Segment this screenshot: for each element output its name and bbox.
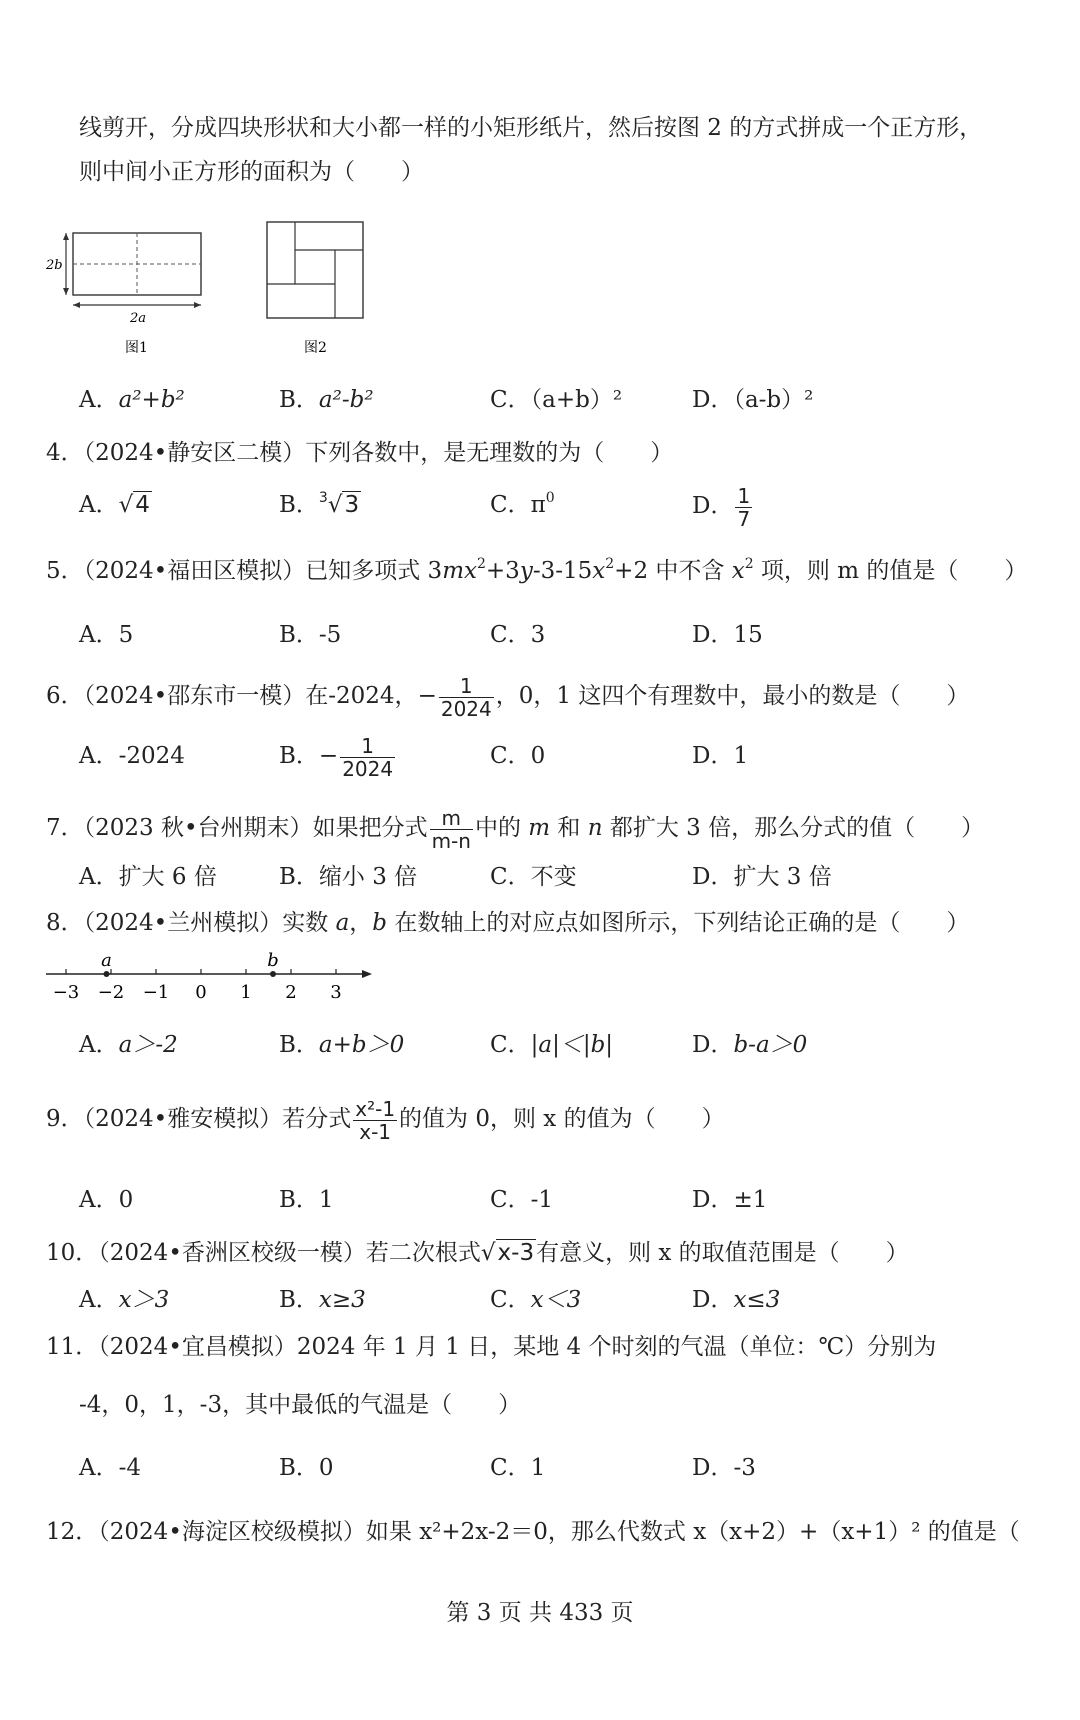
- q11-stem: 11．（2024•宜昌模拟）2024 年 1 月 1 日，某地 4 个时刻的气温（单位：℃）分别为: [46, 1334, 937, 1360]
- q9-stem: 9．（2024•雅安模拟）若分式 $\frac{\text{x²-1}}{x-1}$ 的值为 0，则 x 的值为（ ）: [46, 1096, 725, 1144]
- q5-option-a[interactable]: A．5: [79, 622, 134, 648]
- q8-option-a[interactable]: A．a＞-2: [79, 1032, 178, 1058]
- q3-figure-2: [262, 220, 372, 355]
- q7-option-d[interactable]: D．扩大 3 倍: [692, 864, 832, 890]
- q5-option-d[interactable]: D．15: [692, 622, 763, 648]
- q10-option-a[interactable]: A．x＞3: [79, 1287, 170, 1313]
- number-line-point-a: [104, 971, 110, 977]
- q4-stem: 4．（2024•静安区二模）下列各数中，是无理数的为（ ）: [46, 440, 674, 466]
- number-line-tick-label: 0: [195, 982, 207, 1003]
- q4-option-c[interactable]: C．$\pi^0$: [490, 490, 555, 518]
- q3-option-b[interactable]: B．a²-b²: [279, 387, 374, 413]
- q8-option-d[interactable]: D．b-a＞0: [692, 1032, 808, 1058]
- number-line-point-b-label: b: [267, 950, 279, 971]
- q6-option-c[interactable]: C．0: [490, 743, 546, 769]
- q4-option-b[interactable]: B．$^3$√3: [279, 490, 360, 518]
- number-line-tick-label: 2: [285, 982, 297, 1003]
- q10-option-b[interactable]: B．x≥3: [279, 1287, 366, 1313]
- number-line-tick-label: −2: [97, 982, 125, 1003]
- q9-option-d[interactable]: D．±1: [692, 1187, 768, 1213]
- q7-option-c[interactable]: C．不变: [490, 864, 577, 890]
- number-line-point-b: [270, 971, 276, 977]
- q9-option-c[interactable]: C．-1: [490, 1187, 554, 1213]
- q9-option-b[interactable]: B．1: [279, 1187, 334, 1213]
- q3-option-d[interactable]: D．（a-b）²: [692, 387, 814, 413]
- q9-option-a[interactable]: A．0: [79, 1187, 134, 1213]
- q11-option-c[interactable]: C．1: [490, 1455, 546, 1481]
- number-line-tick-label: −3: [52, 982, 80, 1003]
- q12-stem: 12．（2024•海淀区校级模拟）如果 x²+2x-2＝0，那么代数式 x（x+2）+（x+1）² 的值是（: [46, 1519, 1020, 1545]
- q8-number-line: [46, 952, 386, 1012]
- number-line-point-a-label: a: [101, 950, 112, 971]
- q7-option-a[interactable]: A．扩大 6 倍: [79, 864, 217, 890]
- q11-option-d[interactable]: D．-3: [692, 1455, 756, 1481]
- number-line-arrow: [362, 970, 372, 978]
- fig2-caption: 图2: [304, 340, 327, 356]
- q3-option-a[interactable]: A．a²+b²: [79, 387, 185, 413]
- q3-option-c[interactable]: C．（a+b）²: [490, 387, 623, 413]
- q8-stem: 8．（2024•兰州模拟）实数 a，b 在数轴上的对应点如图所示，下列结论正确的是（ ）: [46, 910, 970, 936]
- q10-option-c[interactable]: C．x＜3: [490, 1287, 582, 1313]
- page-footer: 第 3 页 共 433 页: [446, 1600, 634, 1626]
- q5-stem: 5．（2024•福田区模拟）已知多项式 $3mx^2+3y-3-15x^2+2$ 中不含 $x^2$ 项，则 m 的值是（ ）: [46, 556, 1028, 584]
- q7-option-b[interactable]: B．缩小 3 倍: [279, 864, 418, 890]
- q7-stem: 7．（2023 秋•台州期末）如果把分式 $\frac{m}{m-n}$ 中的 m 和 n 都扩大 3 倍，那么分式的值（ ）: [46, 805, 985, 853]
- q11-option-a[interactable]: A．-4: [79, 1455, 142, 1481]
- q10-stem: 10．（2024•香洲区校级一模）若二次根式√x-3有意义，则 x 的取值范围是（ ）: [46, 1240, 909, 1266]
- q5-option-b[interactable]: B．-5: [279, 622, 342, 648]
- q5-option-c[interactable]: C．3: [490, 622, 546, 648]
- q4-option-d[interactable]: D． $\frac{1}{7}$: [692, 483, 751, 531]
- fig1-width-label: 2a: [130, 311, 147, 326]
- q3-text-line1: 线剪开，分成四块形状和大小都一样的小矩形纸片，然后按图 2 的方式拼成一个正方形，: [79, 115, 983, 141]
- number-line-tick-label: −1: [142, 982, 170, 1003]
- q8-option-c[interactable]: C．|a|＜|b|: [490, 1032, 614, 1058]
- q10-option-d[interactable]: D．x≤3: [692, 1287, 781, 1313]
- q4-option-a[interactable]: A．√4: [79, 492, 150, 518]
- fig1-caption: 图1: [125, 340, 148, 356]
- q6-option-b[interactable]: B．− $\frac{1}{2024}$: [279, 733, 394, 781]
- q11-stem-line2: -4，0，1，-3，其中最低的气温是（ ）: [79, 1392, 522, 1418]
- q6-stem: 6．（2024•邵东市一模）在-2024，− $\frac{1}{2024}$ ，0，1 这四个有理数中，最小的数是（ ）: [46, 673, 970, 721]
- q3-text-line2: 则中间小正方形的面积为（ ）: [79, 159, 424, 185]
- q6-option-d[interactable]: D．1: [692, 743, 749, 769]
- q11-option-b[interactable]: B．0: [279, 1455, 334, 1481]
- number-line-tick-label: 1: [240, 982, 252, 1003]
- q3-figure-1: [40, 225, 210, 355]
- number-line-tick-label: 3: [330, 982, 342, 1003]
- q8-option-b[interactable]: B．a+b＞0: [279, 1032, 405, 1058]
- fig1-height-label: 2b: [46, 258, 63, 273]
- q6-option-a[interactable]: A．-2024: [79, 743, 185, 769]
